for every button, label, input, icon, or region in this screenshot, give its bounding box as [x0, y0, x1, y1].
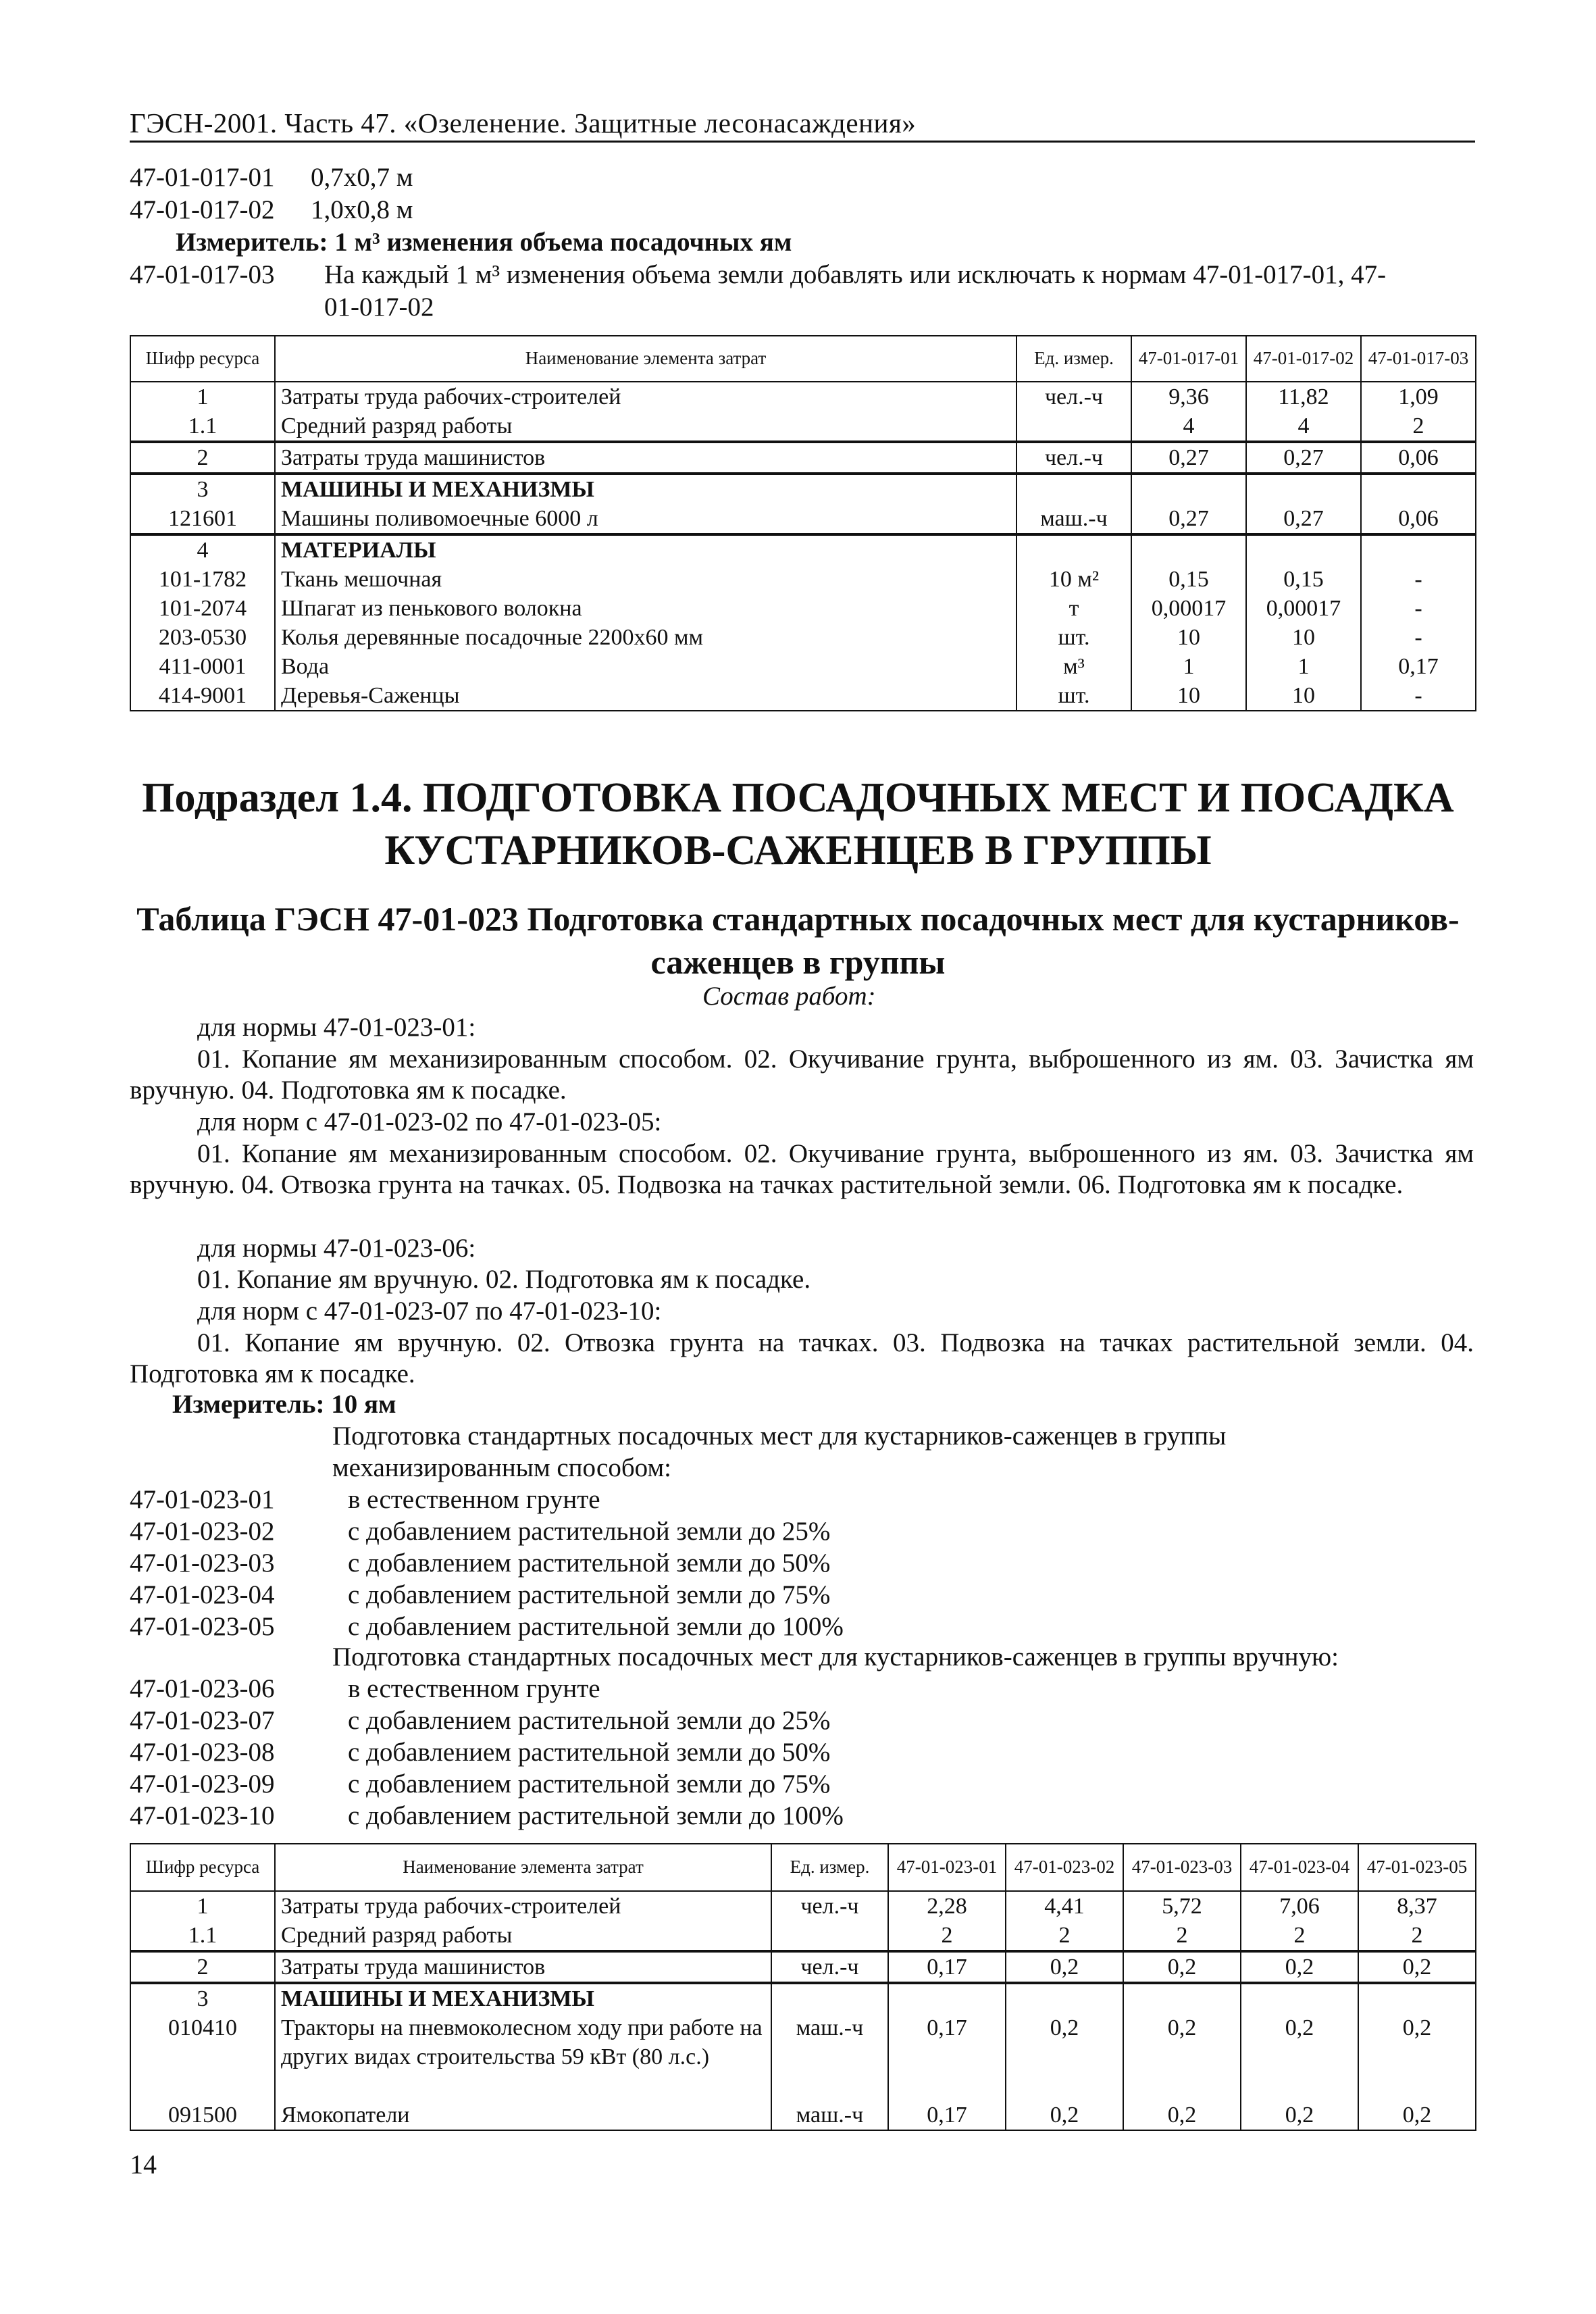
cell-value: 0,2 0,2 [1006, 1983, 1123, 2130]
cell-name: Затраты труда машинистов [275, 1951, 771, 1983]
header-rule [130, 141, 1475, 143]
norm-code: 47-01-017-02 [130, 195, 275, 224]
norm-description: в естественном грунте [348, 1485, 600, 1514]
cell-value: 0,27 [1131, 474, 1246, 534]
header-unit: Ед. измер. [1016, 336, 1131, 382]
cell-value: 0,15 0,00017 10 1 10 [1131, 534, 1246, 711]
norm-code: 47-01-023-09 [130, 1769, 275, 1799]
cell-unit: чел.-ч [771, 1891, 888, 1951]
cell-value: 0,2 [1241, 1951, 1358, 1983]
norm-code: 47-01-023-04 [130, 1580, 275, 1609]
table-row [130, 1983, 1476, 2130]
subsection-title-cont: КУСТАРНИКОВ-САЖЕНЦЕВ В ГРУППЫ [384, 828, 1212, 874]
cell-value: 0,27 [1131, 442, 1246, 474]
header-col: 47-01-023-01 [888, 1844, 1006, 1891]
resource-table-017 [130, 335, 1476, 711]
cell-code: 1 1.1 [130, 382, 275, 442]
cell-name: МАШИНЫ И МЕХАНИЗМЫ Машины поливомоечные 6000 л [275, 474, 1016, 534]
cell-value: 4,41 2 [1006, 1891, 1123, 1951]
norm-code: 47-01-023-03 [130, 1549, 275, 1578]
resource-table-023 [130, 1843, 1476, 2131]
cell-unit: чел.-ч [1016, 382, 1131, 442]
cell-value: 0,2 0,2 [1358, 1983, 1476, 2130]
cell-value: 0,2 [1123, 1951, 1241, 1983]
cell-value: 7,06 2 [1241, 1891, 1358, 1951]
norm-description: 0,7x0,7 м [311, 163, 413, 192]
cell-value: 2,28 2 [888, 1891, 1006, 1951]
norm-description: На каждый 1 м³ изменения объема земли добавлять или исключать к нормам 47-01-017-01, 47- [324, 260, 1387, 289]
cell-name: Затраты труда рабочих-строителей Средний разряд работы [275, 382, 1016, 442]
header-col: 47-01-023-04 [1241, 1844, 1358, 1891]
norm-description: с добавлением растительной земли до 75% [348, 1769, 831, 1799]
header-col: 47-01-017-02 [1246, 336, 1361, 382]
header-col: 47-01-023-05 [1358, 1844, 1476, 1891]
header-col: 47-01-017-01 [1131, 336, 1246, 382]
cell-code: 2 [130, 1951, 275, 1983]
norm-description: с добавлением растительной земли до 25% [348, 1706, 831, 1735]
table-row [130, 534, 1476, 711]
cell-value: - - - 0,17 - [1361, 534, 1476, 711]
cell-value: 0,27 [1246, 474, 1361, 534]
subsection-title: Подраздел 1.4. ПОДГОТОВКА ПОСАДОЧНЫХ МЕСТ И ПОСАДКА [142, 775, 1454, 821]
header-unit: Ед. измер. [771, 1844, 888, 1891]
cell-value: 0,2 [1358, 1951, 1476, 1983]
group-heading: Подготовка стандартных посадочных мест для кустарников-саженцев в группы вручную: [332, 1642, 1339, 1671]
cell-value: 0,2 [1006, 1951, 1123, 1983]
norm-description: в естественном грунте [348, 1674, 600, 1703]
norm-code: 47-01-017-03 [130, 260, 275, 289]
work-steps: 01. Копание ям механизированным способом. 02. Окучивание грунта, выброшенного из ям. 03. Зачистка ям вручную. 04. Подготовка ям к посадке. [130, 1045, 1474, 1105]
cell-code: 4 101-1782 101-2074 203-0530 411-0001 414-9001 [130, 534, 275, 711]
norm-code: 47-01-023-02 [130, 1517, 275, 1546]
table-row [130, 1891, 1476, 1951]
cell-value: 11,82 4 [1246, 382, 1361, 442]
table-row [130, 382, 1476, 442]
cell-value: 1,09 2 [1361, 382, 1476, 442]
cell-value: 0,2 0,2 [1241, 1983, 1358, 2130]
cell-name: Затраты труда рабочих-строителей Средний разряд работы [275, 1891, 771, 1951]
norm-description: 1,0x0,8 м [311, 195, 413, 224]
cell-name: МАТЕРИАЛЫ Ткань мешочная Шпагат из пенькового волокна Колья деревянные посадочные 2200x60 мм Вода Деревья-Саженцы [275, 534, 1016, 711]
cell-value: 0,2 0,2 [1123, 1983, 1241, 2130]
norm-description: с добавлением растительной земли до 25% [348, 1517, 831, 1546]
norm-description-cont: 01-017-02 [324, 293, 434, 322]
table-title-cont: саженцев в группы [650, 943, 946, 981]
cell-name: Затраты труда машинистов [275, 442, 1016, 474]
header-col: 47-01-023-02 [1006, 1844, 1123, 1891]
norm-description: с добавлением растительной земли до 50% [348, 1549, 831, 1578]
table-row [130, 474, 1476, 534]
cell-unit: маш.-ч [1016, 474, 1131, 534]
cell-value: 0,17 [888, 1951, 1006, 1983]
header-col: 47-01-023-03 [1123, 1844, 1241, 1891]
cell-value: 0,27 [1246, 442, 1361, 474]
work-steps: 01. Копание ям вручную. 02. Подготовка ям к посадке. [197, 1265, 811, 1294]
cell-unit: чел.-ч [771, 1951, 888, 1983]
cell-unit: маш.-ч маш.-ч [771, 1983, 888, 2130]
header-code: Шифр ресурса [130, 1844, 275, 1891]
norm-label: для норм с 47-01-023-07 по 47-01-023-10: [197, 1297, 662, 1326]
norm-code: 47-01-023-08 [130, 1738, 275, 1767]
table-row [130, 1951, 1476, 1983]
cell-value: 5,72 2 [1123, 1891, 1241, 1951]
header-name: Наименование элемента затрат [275, 1844, 771, 1891]
norm-description: с добавлением растительной земли до 100% [348, 1801, 844, 1830]
page-number: 14 [130, 2149, 157, 2180]
cell-code: 1 1.1 [130, 1891, 275, 1951]
cell-code: 3 121601 [130, 474, 275, 534]
norm-code: 47-01-017-01 [130, 163, 275, 192]
cell-name: МАШИНЫ И МЕХАНИЗМЫ Тракторы на пневмоколесном ходу при работе на других видах строительства 59 кВт (80 л.с.) Ямокопатели [275, 1983, 771, 2130]
cell-unit: чел.-ч [1016, 442, 1131, 474]
work-steps: 01. Копание ям вручную. 02. Отвозка грунта на тачках. 03. Подвозка на тачках растительной земли. 04. Подготовка ям к посадке. [130, 1328, 1474, 1388]
header-col: 47-01-017-03 [1361, 336, 1476, 382]
table-title: Таблица ГЭСН 47-01-023 Подготовка стандартных посадочных мест для кустарников- [136, 900, 1460, 938]
table-header-row [130, 1844, 1476, 1891]
norm-description: с добавлением растительной земли до 75% [348, 1580, 831, 1609]
norm-code: 47-01-023-10 [130, 1801, 275, 1830]
header-name: Наименование элемента затрат [275, 336, 1016, 382]
cell-value: 0,15 0,00017 10 1 10 [1246, 534, 1361, 711]
cell-value: 0,06 [1361, 442, 1476, 474]
norm-description: с добавлением растительной земли до 100% [348, 1612, 844, 1641]
cell-value: 0,17 0,17 [888, 1983, 1006, 2130]
cell-value: 9,36 4 [1131, 382, 1246, 442]
table-header-row [130, 336, 1476, 382]
group-heading-cont: механизированным способом: [332, 1453, 671, 1482]
meter-line: Измеритель: 1 м³ изменения объема посадочных ям [176, 228, 792, 257]
meter-line: Измеритель: 10 ям [172, 1390, 396, 1419]
norm-code: 47-01-023-06 [130, 1674, 275, 1703]
header-code: Шифр ресурса [130, 336, 275, 382]
norm-label: для норм с 47-01-023-02 по 47-01-023-05: [197, 1107, 662, 1136]
cell-code: 2 [130, 442, 275, 474]
work-heading: Состав работ: [702, 982, 876, 1011]
norm-code: 47-01-023-01 [130, 1485, 275, 1514]
table-row [130, 442, 1476, 474]
work-steps: 01. Копание ям механизированным способом. 02. Окучивание грунта, выброшенного из ям. 03. Зачистка ям вручную. 04. Отвозка грунта на тачках. 05. Подвозка на тачках растительной земли. 06. Подготовка ям к посадке. [130, 1139, 1474, 1199]
norm-label: для нормы 47-01-023-06: [197, 1234, 476, 1263]
norm-description: с добавлением растительной земли до 50% [348, 1738, 831, 1767]
cell-code: 3 010410 091500 [130, 1983, 275, 2130]
group-heading: Подготовка стандартных посадочных мест для кустарников-саженцев в группы [332, 1422, 1227, 1451]
running-header: ГЭСН-2001. Часть 47. «Озеленение. Защитные лесонасаждения» [130, 107, 917, 139]
norm-label: для нормы 47-01-023-01: [197, 1013, 476, 1042]
norm-code: 47-01-023-07 [130, 1706, 275, 1735]
cell-value: 8,37 2 [1358, 1891, 1476, 1951]
cell-unit: 10 м² т шт. м³ шт. [1016, 534, 1131, 711]
norm-code: 47-01-023-05 [130, 1612, 275, 1641]
cell-value: 0,06 [1361, 474, 1476, 534]
